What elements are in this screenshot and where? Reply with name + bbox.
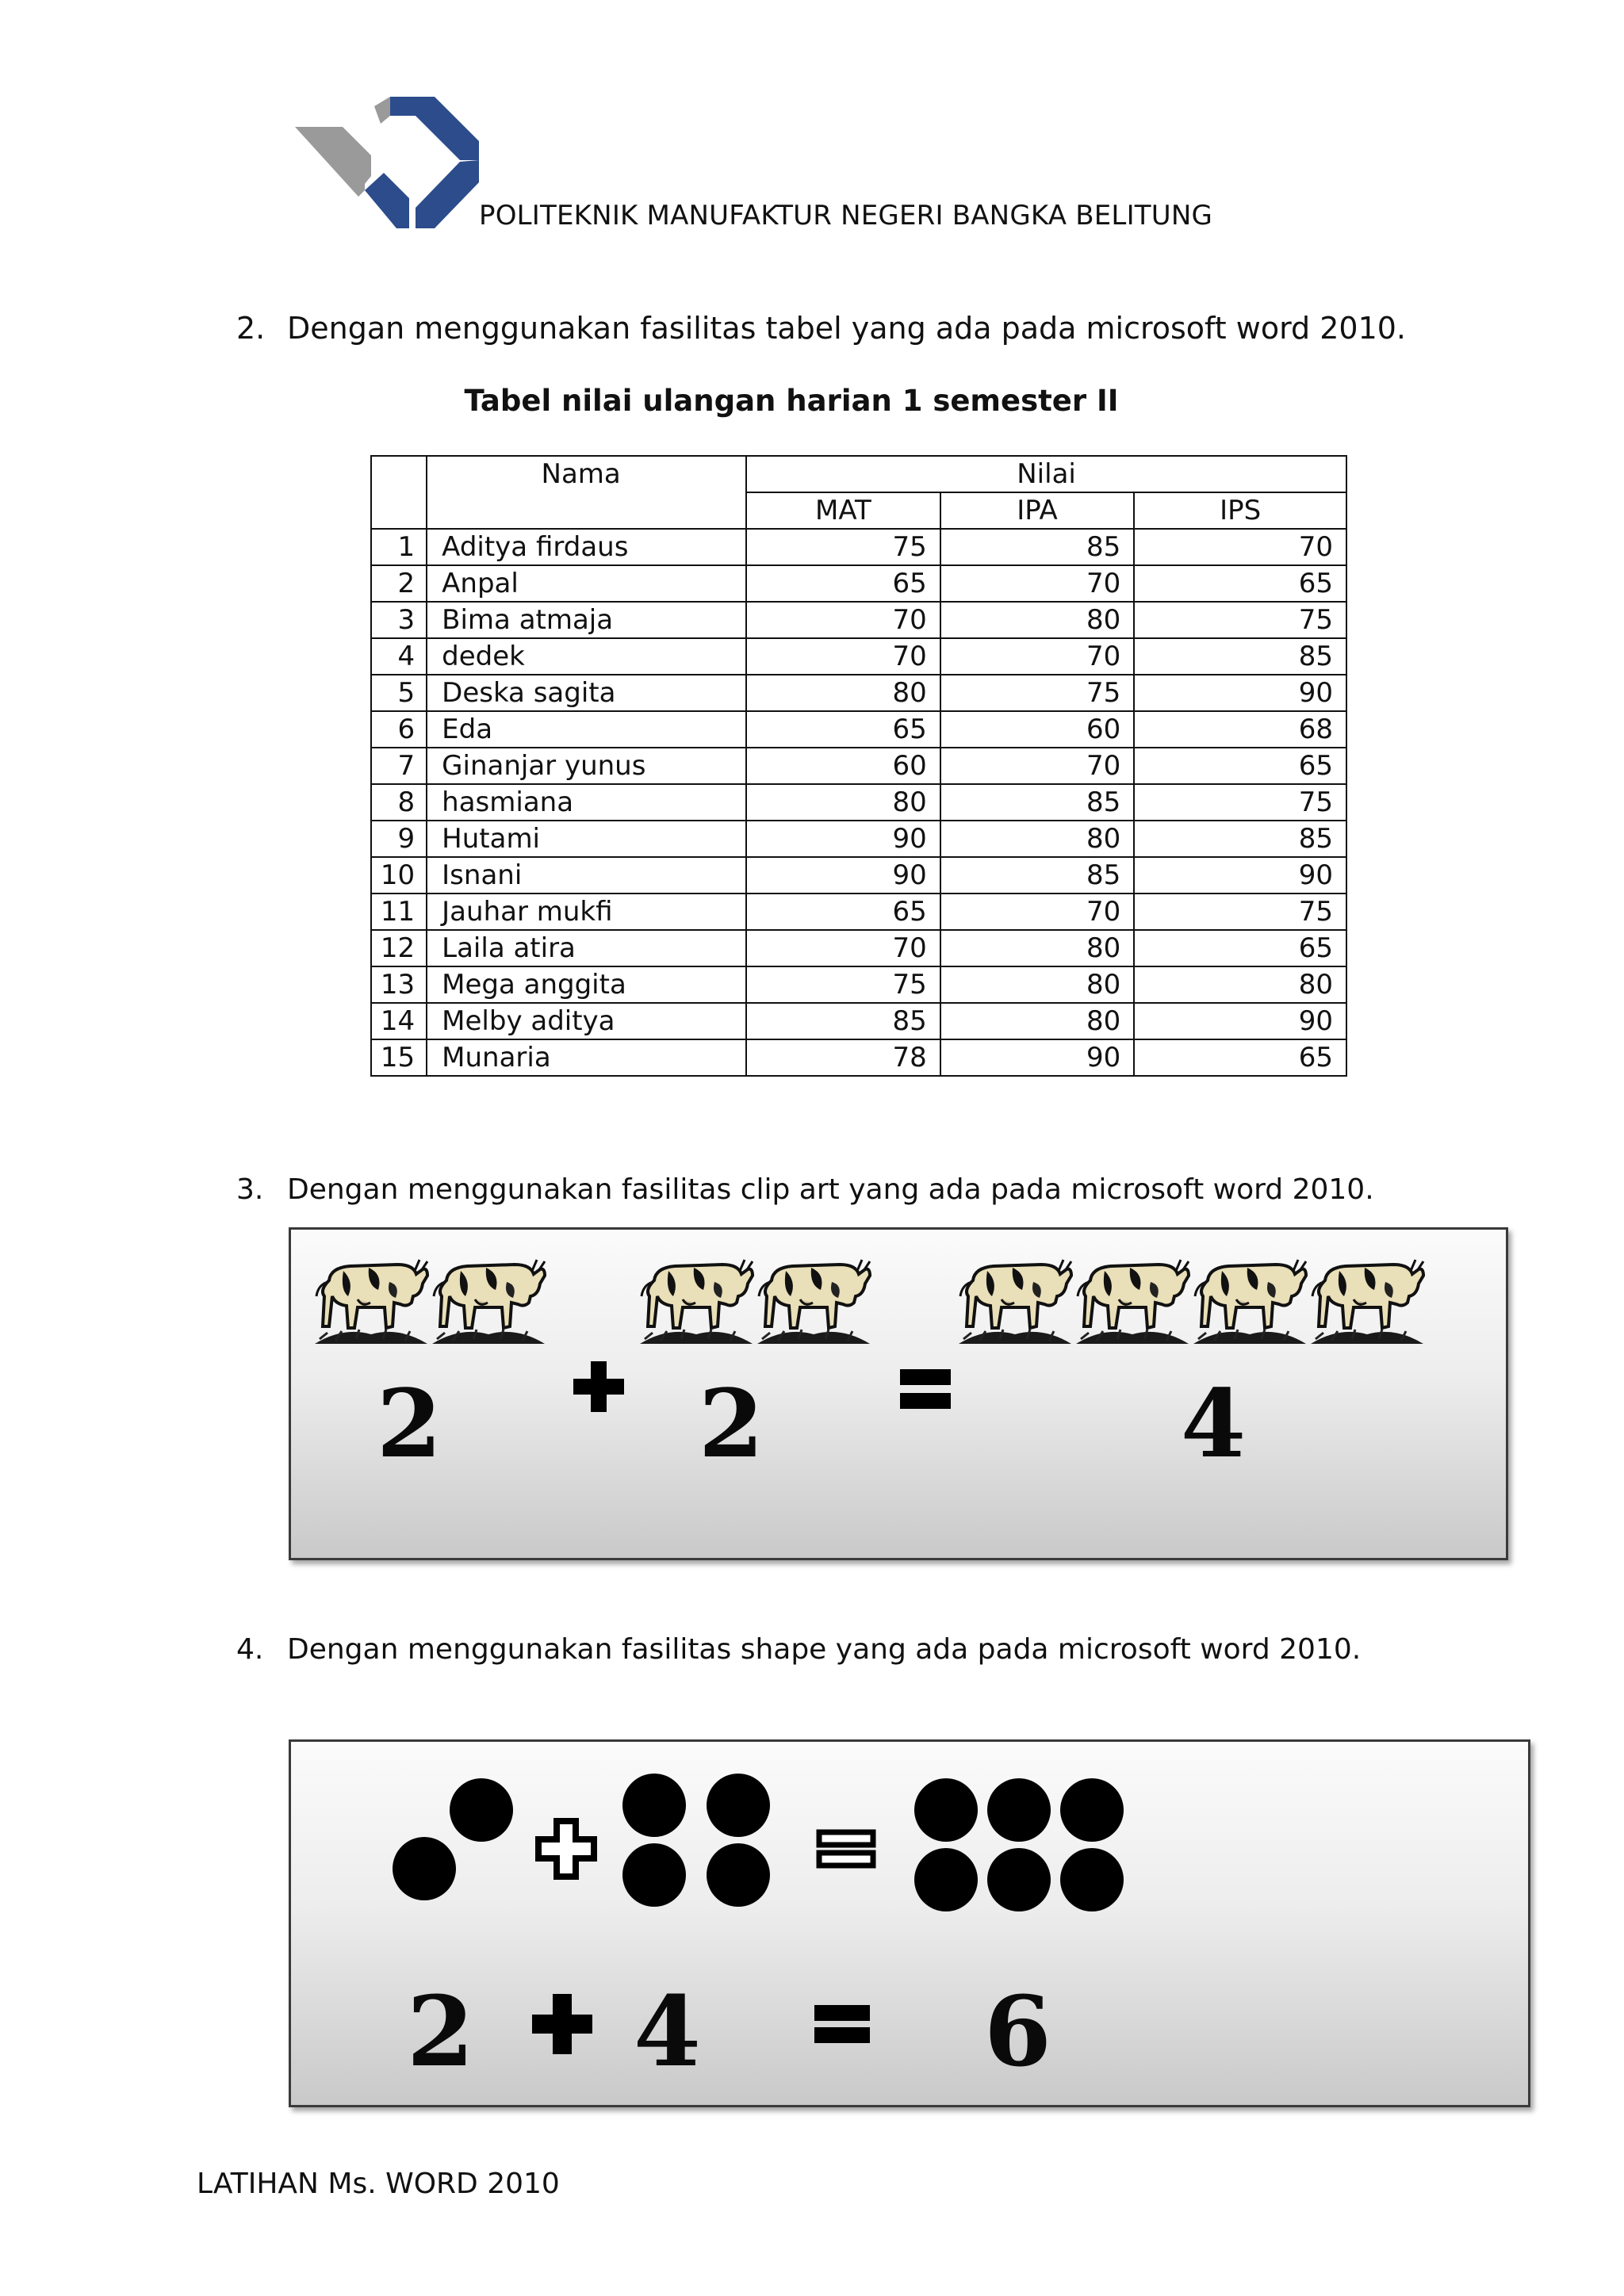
row-mat-cell: 65 <box>746 711 940 748</box>
section-2-number: 2. <box>236 311 266 346</box>
row-number-cell: 11 <box>371 894 427 930</box>
row-name-cell: Laila atira <box>427 930 746 966</box>
table-row <box>371 602 1346 638</box>
row-mat-cell: 80 <box>746 784 940 821</box>
polman-logo-icon <box>295 97 479 228</box>
row-mat-cell: 60 <box>746 748 940 784</box>
row-ipa-cell: 80 <box>940 1003 1135 1039</box>
row-ipa-cell: 80 <box>940 821 1135 857</box>
cow-icon <box>429 1250 548 1347</box>
row-number-cell: 8 <box>371 784 427 821</box>
row-ipa-cell: 80 <box>940 930 1135 966</box>
scores-table <box>370 455 1347 1077</box>
row-ips-cell: 70 <box>1134 529 1346 565</box>
plus-icon <box>573 1361 624 1412</box>
circle-shape <box>622 1774 686 1837</box>
section-3-number: 3. <box>236 1173 264 1206</box>
table-row <box>371 638 1346 675</box>
cow-icon <box>1308 1250 1427 1347</box>
header-nilai: Nilai <box>746 456 1346 492</box>
table-row <box>371 966 1346 1003</box>
row-ips-cell: 65 <box>1134 1039 1346 1076</box>
row-ips-cell: 68 <box>1134 711 1346 748</box>
clipart-operand-2: 2 <box>699 1368 764 1479</box>
section-4-instruction: Dengan menggunakan fasilitas shape yang ada pada microsoft word 2010. <box>287 1633 1362 1666</box>
shape-operand-2: 4 <box>634 1974 701 2088</box>
circle-shape <box>622 1843 686 1907</box>
row-number-cell: 12 <box>371 930 427 966</box>
cow-icon <box>1073 1250 1192 1347</box>
section-2-instruction: Dengan menggunakan fasilitas tabel yang ada pada microsoft word 2010. <box>287 311 1407 346</box>
table-row <box>371 711 1346 748</box>
section-4-number: 4. <box>236 1633 264 1666</box>
circle-shape <box>1060 1848 1124 1911</box>
footer-text: LATIHAN Ms. WORD 2010 <box>197 2168 560 2200</box>
plus-outline-icon <box>535 1818 597 1880</box>
row-ipa-cell: 80 <box>940 602 1135 638</box>
clipart-result: 4 <box>1181 1368 1247 1479</box>
row-number-cell: 13 <box>371 966 427 1003</box>
table-row <box>371 821 1346 857</box>
shape-result: 6 <box>984 1974 1051 2088</box>
table-title-text: Tabel nilai ulangan harian 1 semester II <box>464 384 1119 418</box>
row-number-cell: 2 <box>371 565 427 602</box>
row-number-cell: 10 <box>371 857 427 894</box>
row-number-cell: 4 <box>371 638 427 675</box>
row-name-cell: dedek <box>427 638 746 675</box>
cow-icon <box>312 1250 431 1347</box>
row-mat-cell: 70 <box>746 930 940 966</box>
row-mat-cell: 65 <box>746 894 940 930</box>
cow-icon <box>956 1250 1074 1347</box>
header-mat: MAT <box>746 492 940 529</box>
circle-shape <box>1060 1778 1124 1842</box>
circle-shape <box>914 1848 978 1911</box>
table-row <box>371 857 1346 894</box>
institution-name: POLITEKNIK MANUFAKTUR NEGERI BANGKA BELITUNG <box>479 200 1213 232</box>
row-ips-cell: 90 <box>1134 675 1346 711</box>
shape-equation-panel <box>289 1739 1530 2107</box>
table-row <box>371 784 1346 821</box>
cow-icon <box>1190 1250 1309 1347</box>
row-number-cell: 15 <box>371 1039 427 1076</box>
row-name-cell: Hutami <box>427 821 746 857</box>
row-ipa-cell: 75 <box>940 675 1135 711</box>
row-ips-cell: 75 <box>1134 602 1346 638</box>
table-row <box>371 894 1346 930</box>
table-row <box>371 930 1346 966</box>
row-number-cell: 1 <box>371 529 427 565</box>
row-number-cell: 14 <box>371 1003 427 1039</box>
table-row <box>371 675 1346 711</box>
row-ips-cell: 80 <box>1134 966 1346 1003</box>
table-row <box>371 1039 1346 1076</box>
circle-shape <box>987 1778 1051 1842</box>
row-number-cell: 9 <box>371 821 427 857</box>
header-empty-cell <box>371 456 427 529</box>
row-mat-cell: 78 <box>746 1039 940 1076</box>
row-name-cell: Jauhar mukfi <box>427 894 746 930</box>
row-ipa-cell: 85 <box>940 784 1135 821</box>
cow-icon <box>754 1250 873 1347</box>
row-mat-cell: 85 <box>746 1003 940 1039</box>
row-ips-cell: 65 <box>1134 565 1346 602</box>
circle-shape <box>914 1778 978 1842</box>
table-row <box>371 748 1346 784</box>
row-ips-cell: 85 <box>1134 821 1346 857</box>
row-name-cell: hasmiana <box>427 784 746 821</box>
row-mat-cell: 70 <box>746 602 940 638</box>
row-mat-cell: 70 <box>746 638 940 675</box>
row-name-cell: Aditya firdaus <box>427 529 746 565</box>
row-mat-cell: 90 <box>746 821 940 857</box>
row-name-cell: Anpal <box>427 565 746 602</box>
table-row <box>371 1003 1346 1039</box>
row-ips-cell: 85 <box>1134 638 1346 675</box>
row-mat-cell: 75 <box>746 529 940 565</box>
row-ipa-cell: 60 <box>940 711 1135 748</box>
row-ipa-cell: 90 <box>940 1039 1135 1076</box>
row-name-cell: Bima atmaja <box>427 602 746 638</box>
circle-shape <box>707 1774 770 1837</box>
table-header-row <box>371 456 1346 492</box>
row-ipa-cell: 85 <box>940 857 1135 894</box>
row-name-cell: Mega anggita <box>427 966 746 1003</box>
row-name-cell: Isnani <box>427 857 746 894</box>
row-name-cell: Ginanjar yunus <box>427 748 746 784</box>
row-number-cell: 5 <box>371 675 427 711</box>
table-row <box>371 529 1346 565</box>
row-ipa-cell: 70 <box>940 638 1135 675</box>
row-number-cell: 6 <box>371 711 427 748</box>
row-number-cell: 3 <box>371 602 427 638</box>
equals-icon <box>814 2005 870 2045</box>
row-ipa-cell: 85 <box>940 529 1135 565</box>
clipart-operand-1: 2 <box>377 1368 442 1479</box>
section-3-instruction: Dengan menggunakan fasilitas clip art yang ada pada microsoft word 2010. <box>287 1173 1374 1206</box>
row-ipa-cell: 70 <box>940 748 1135 784</box>
row-ipa-cell: 70 <box>940 565 1135 602</box>
circle-shape <box>393 1837 456 1900</box>
header-name: Nama <box>427 456 746 529</box>
row-mat-cell: 75 <box>746 966 940 1003</box>
equals-outline-icon <box>816 1829 876 1869</box>
row-mat-cell: 90 <box>746 857 940 894</box>
row-ips-cell: 75 <box>1134 894 1346 930</box>
table-title <box>0 384 1624 418</box>
row-number-cell: 7 <box>371 748 427 784</box>
row-ips-cell: 90 <box>1134 857 1346 894</box>
row-ips-cell: 65 <box>1134 930 1346 966</box>
row-ipa-cell: 80 <box>940 966 1135 1003</box>
circle-shape <box>450 1778 513 1842</box>
row-mat-cell: 65 <box>746 565 940 602</box>
row-name-cell: Melby aditya <box>427 1003 746 1039</box>
row-ipa-cell: 70 <box>940 894 1135 930</box>
row-name-cell: Deska sagita <box>427 675 746 711</box>
row-name-cell: Munaria <box>427 1039 746 1076</box>
row-name-cell: Eda <box>427 711 746 748</box>
row-ips-cell: 75 <box>1134 784 1346 821</box>
clipart-equation-panel <box>289 1227 1508 1560</box>
circle-shape <box>987 1848 1051 1911</box>
header-ips: IPS <box>1134 492 1346 529</box>
plus-icon <box>532 1994 592 2054</box>
row-ips-cell: 90 <box>1134 1003 1346 1039</box>
equals-icon <box>900 1369 951 1410</box>
circle-shape <box>707 1843 770 1907</box>
cow-icon <box>637 1250 756 1347</box>
row-ips-cell: 65 <box>1134 748 1346 784</box>
table-row <box>371 565 1346 602</box>
shape-operand-1: 2 <box>407 1974 474 2088</box>
row-mat-cell: 80 <box>746 675 940 711</box>
header-ipa: IPA <box>940 492 1135 529</box>
